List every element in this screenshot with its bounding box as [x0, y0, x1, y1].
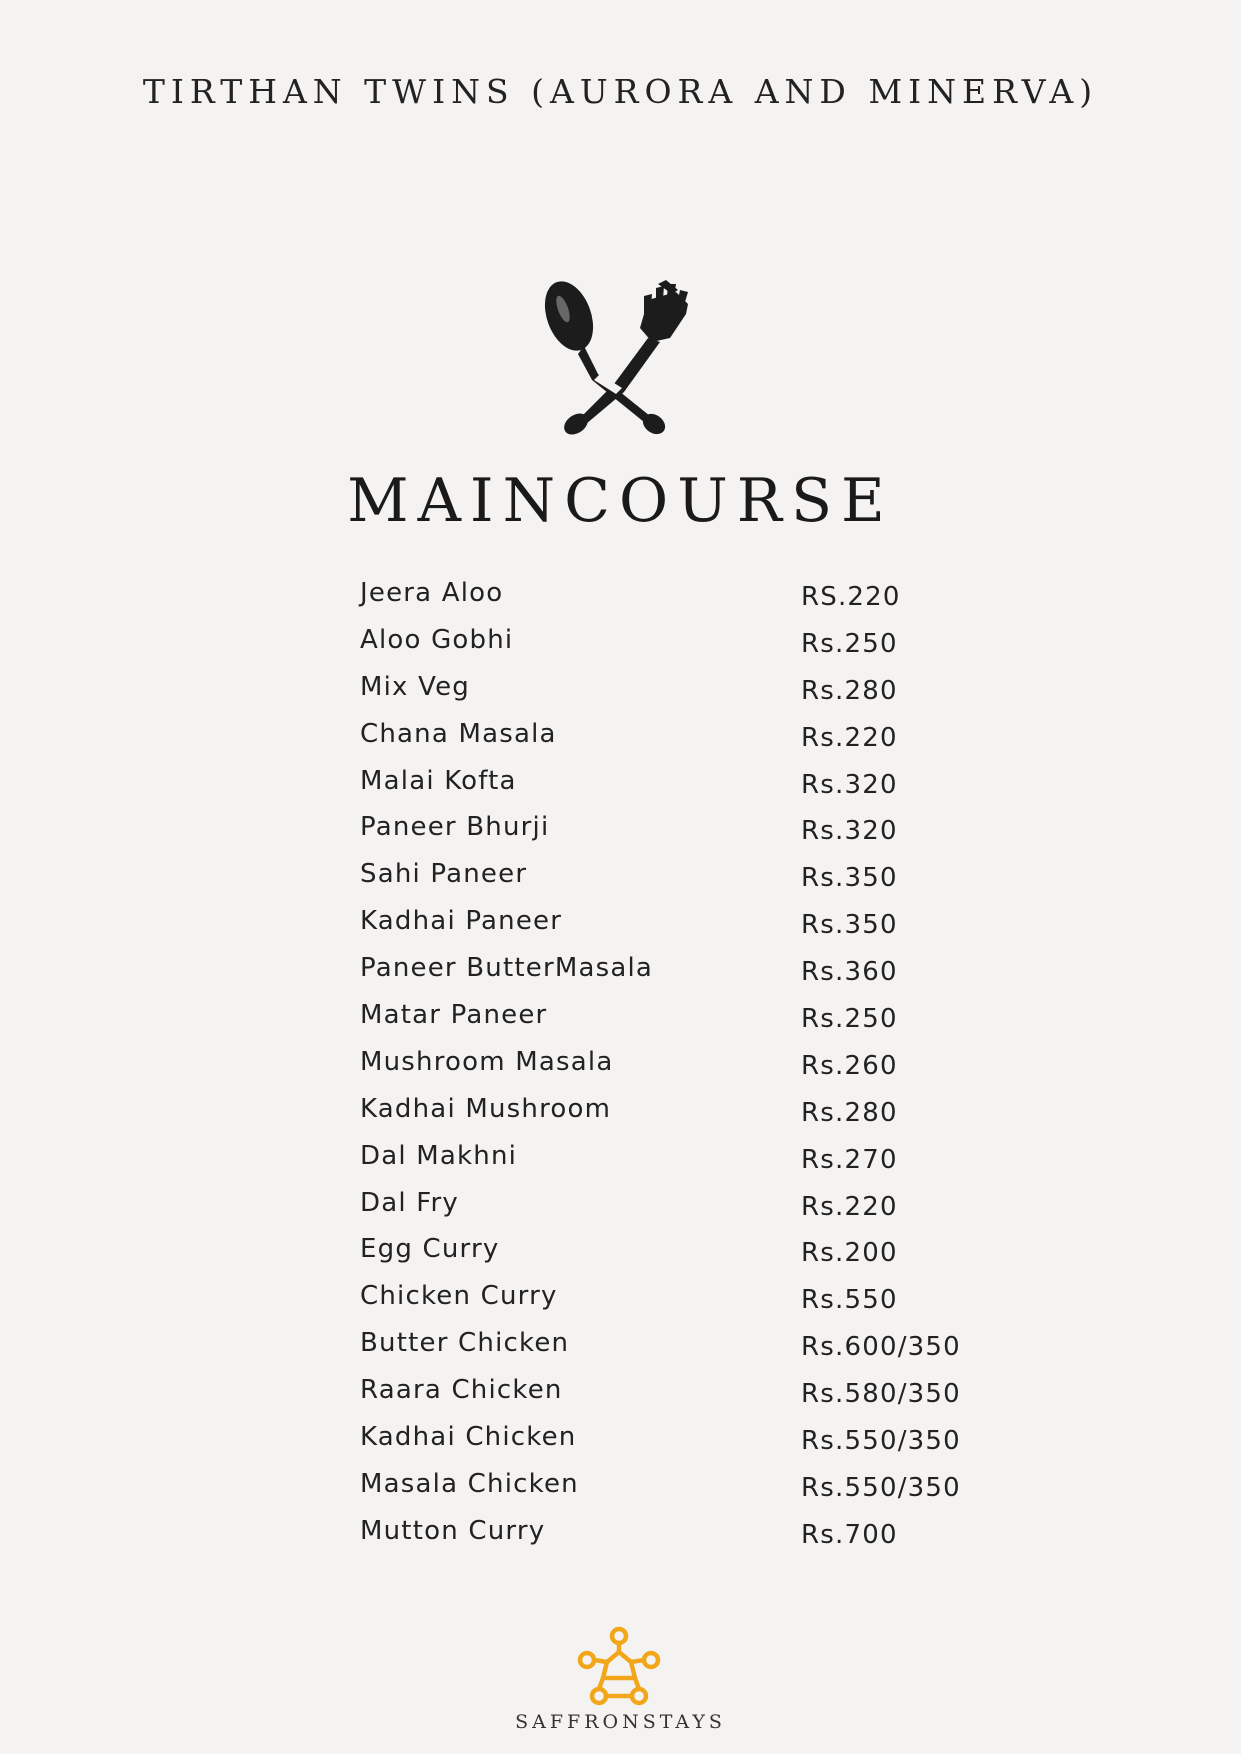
- item-price: Rs.350: [801, 910, 898, 941]
- item-price: Rs.280: [801, 1097, 898, 1128]
- item-price: Rs.220: [801, 1191, 898, 1222]
- item-price: Rs.250: [801, 628, 898, 659]
- menu-item: [360, 1516, 1000, 1563]
- menu-item: [360, 1094, 1000, 1141]
- menu-item: [360, 719, 1000, 766]
- section-title: MAINCOURSE: [347, 466, 894, 536]
- item-price: Rs.550: [801, 1285, 898, 1316]
- spoon-fork-icon: [540, 276, 705, 438]
- menu-item: [360, 1469, 1000, 1516]
- menu-item: [360, 1000, 1000, 1047]
- item-price: Rs.360: [801, 957, 898, 988]
- item-price: Rs.350: [801, 863, 898, 894]
- item-name: Butter Chicken: [360, 1328, 570, 1359]
- saffronstays-logo-icon: [577, 1626, 661, 1706]
- menu-item: [360, 1328, 1000, 1375]
- item-price: Rs.270: [801, 1144, 898, 1175]
- menu-item: [360, 906, 1000, 953]
- menu-item: [360, 859, 1000, 906]
- item-name: Kadhai Chicken: [360, 1422, 577, 1453]
- menu-item: [360, 1422, 1000, 1469]
- menu-item: [360, 672, 1000, 719]
- item-name: Malai Kofta: [360, 765, 517, 796]
- item-price: Rs.550/350: [801, 1472, 961, 1503]
- menu-item: [360, 1188, 1000, 1235]
- item-name: Sahi Paneer: [360, 859, 528, 890]
- item-price: Rs.320: [801, 769, 898, 800]
- menu-item: [360, 1375, 1000, 1422]
- item-price: Rs.260: [801, 1050, 898, 1081]
- item-name: Paneer Bhurji: [360, 812, 550, 843]
- item-name: Kadhai Mushroom: [360, 1093, 612, 1124]
- item-name: Mix Veg: [360, 671, 470, 702]
- menu-list: [360, 578, 1000, 1563]
- item-name: Egg Curry: [360, 1234, 500, 1265]
- item-name: Aloo Gobhi: [360, 624, 514, 655]
- item-name: Chana Masala: [360, 718, 557, 749]
- brand-name: SAFFRONSTAYS: [515, 1711, 726, 1733]
- item-price: Rs.200: [801, 1238, 898, 1269]
- menu-item: [360, 578, 1000, 625]
- item-price: Rs.280: [801, 675, 898, 706]
- item-name: Mutton Curry: [360, 1515, 546, 1546]
- item-price: Rs.550/350: [801, 1426, 961, 1457]
- menu-item: [360, 1234, 1000, 1281]
- item-name: Masala Chicken: [360, 1468, 579, 1499]
- menu-item: [360, 625, 1000, 672]
- item-name: Raara Chicken: [360, 1375, 563, 1406]
- item-price: RS.220: [801, 582, 901, 612]
- item-name: Matar Paneer: [360, 1000, 548, 1031]
- item-name: Chicken Curry: [360, 1281, 558, 1312]
- menu-item: [360, 1281, 1000, 1328]
- item-name: Dal Makhni: [360, 1140, 518, 1171]
- menu-item: [360, 953, 1000, 1000]
- item-price: Rs.220: [801, 722, 898, 753]
- item-name: Jeera Aloo: [360, 578, 504, 608]
- property-name: TIRTHAN TWINS (AURORA AND MINERVA): [142, 72, 1099, 111]
- item-name: Kadhai Paneer: [360, 906, 563, 937]
- menu-item: [360, 812, 1000, 859]
- item-name: Dal Fry: [360, 1187, 459, 1218]
- item-name: Paneer ButterMasala: [360, 953, 654, 984]
- item-name: Mushroom Masala: [360, 1046, 614, 1077]
- menu-item: [360, 1047, 1000, 1094]
- item-price: Rs.580/350: [801, 1379, 961, 1410]
- menu-item: [360, 766, 1000, 813]
- item-price: Rs.600/350: [801, 1332, 961, 1363]
- menu-item: [360, 1141, 1000, 1188]
- item-price: Rs.250: [801, 1004, 898, 1035]
- item-price: Rs.700: [801, 1519, 898, 1550]
- item-price: Rs.320: [801, 816, 898, 847]
